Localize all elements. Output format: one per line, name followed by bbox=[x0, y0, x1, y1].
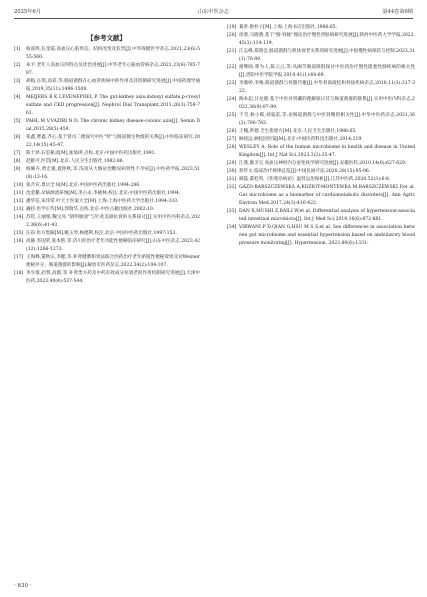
reference-entry bbox=[14, 214, 200, 230]
reference-text: 杨富鸣,任金霞.高血压心脏形态、结构改变及危害[J].中华保健医学杂志,2021,23(6):555-560. bbox=[26, 47, 200, 60]
reference-text: 苏钦,王丽娟,鞠宝亮."阴明脉衰"与针灸美颜抗衰的关系探讨[J].实用中医内科杂志,2022,36(6):41-43. bbox=[26, 215, 200, 228]
reference-number: [21] bbox=[227, 49, 237, 54]
reference-text: PAHL M V,VAZIRI N D. The chronic kidney disease-colonic axis[J]. Semin Dial,2015,28(5):459. bbox=[26, 119, 200, 132]
reference-entry bbox=[14, 238, 200, 254]
reference-number: [31] bbox=[227, 177, 237, 182]
reference-number: [13] bbox=[14, 207, 24, 212]
reference-entry bbox=[227, 48, 415, 64]
reference-entry bbox=[227, 184, 415, 208]
reference-number: [2] bbox=[14, 63, 21, 68]
reference-text: 江燕,廖圣宝.高血压神经内分泌免疫学研究进展[J].安徽医药,2010,14(6):627-629. bbox=[239, 161, 407, 166]
reference-number: [11] bbox=[14, 191, 24, 196]
reference-text: 张鑫,曹鑫,齐心.基于肾司二便探究中医"肾"与肠道微生物群的关系[J].中医临床研究,2022,14(15):45-47. bbox=[26, 135, 200, 148]
reference-text: VIRWANI P D,QIAN G,HSU M S S,et al. Sex differences in association between gut microbiome and essential hypertension based on ambulatory blood pressure monitoring[J]. Hypertension. 2023,80(6):1331- bbox=[239, 225, 415, 246]
header-journal: 山东中医杂志 bbox=[197, 9, 230, 15]
reference-number: [12] bbox=[14, 199, 24, 204]
reference-number: [22] bbox=[227, 65, 237, 70]
reference-text: MEIJERS B K I,EVENEPOEL P. The gut-kidney axis:indoxyl sulfate,p-cresyl sulfate and CKD progression[J]. Nephrol Dial Transplant,2011,26(3):759-761. bbox=[26, 95, 200, 116]
reference-number: [24] bbox=[227, 97, 237, 102]
reference-number: [34] bbox=[227, 225, 237, 230]
reference-entry bbox=[227, 64, 415, 80]
reference-text: 汪昂.医方集解[M].鲍玉琴,杨德利,校注.北京:中国中医药出版社,1997:153. bbox=[26, 231, 177, 236]
reference-number: [10] bbox=[14, 183, 24, 188]
reference-text: 朱平.老年人高血压的特点及诊治进展[J].中华老年心脑血管病杂志,2021,23(8):785-787. bbox=[26, 63, 200, 76]
reference-text: 杨佩卉,黄宏强,夏艳秋,等.浅谈从大肠论治糖尿病肾性不孕症[J].中医药学报,2023,51(8):13-16. bbox=[26, 167, 200, 180]
reference-text: 颜磊,董桂英.《伤寒杂病论》温肾运治保析[J].江苏中医药,2020,52(3):6-8. bbox=[239, 177, 391, 182]
reference-text: 陶本起,汪龙德.基于中医对肾藏的理解探讨其与肠道菌群的联系[J].实用中医内科杂志,2022,36(9):97-99. bbox=[239, 97, 415, 110]
reference-entry bbox=[14, 230, 200, 238]
reference-entry bbox=[227, 136, 415, 144]
reference-entry bbox=[227, 128, 415, 136]
references-right-column bbox=[227, 24, 415, 248]
reference-number: [27] bbox=[227, 137, 237, 142]
reference-text: 陈士铎.石室秘录[M].张灿玾,点校.北京:中国中医药出版社,1991. bbox=[26, 151, 157, 156]
reference-number: [6] bbox=[14, 135, 21, 140]
reference-entry bbox=[14, 254, 200, 270]
reference-entry bbox=[14, 46, 200, 62]
reference-entry bbox=[14, 190, 200, 198]
reference-number: [14] bbox=[14, 215, 24, 220]
reference-entry bbox=[14, 78, 200, 94]
reference-text: 赵献可.医贯[M].北京:人民卫生出版社,1982:86. bbox=[26, 159, 125, 164]
reference-number: [32] bbox=[227, 185, 237, 190]
reference-entry bbox=[14, 62, 200, 78]
reference-number: [20] bbox=[227, 33, 237, 38]
reference-number: [28] bbox=[227, 145, 237, 150]
reference-entry bbox=[14, 158, 200, 166]
reference-text: 王海峰,董秋实,李健,等.补肾健脾和胃法联合西药治疗老年瘀阻性便秘效果及对Wexner便秘评分、肠道菌群的影响[J].解放军医药杂志,2022,34(2):104-107. bbox=[26, 255, 200, 268]
references-title: 【参考文献】 bbox=[87, 34, 126, 42]
reference-entry bbox=[227, 80, 415, 96]
reference-entry bbox=[227, 144, 415, 160]
reference-entry bbox=[14, 150, 200, 158]
reference-number: [17] bbox=[14, 255, 24, 260]
reference-entry bbox=[227, 176, 415, 184]
reference-text: 潘华信,朱伟常.叶天士医案大全[M].上海:上海中医药大学出版社,1994:333. bbox=[26, 199, 179, 204]
reference-number: [23] bbox=[227, 81, 237, 86]
reference-number: [29] bbox=[227, 161, 237, 166]
reference-number: [8] bbox=[14, 159, 21, 164]
reference-text: 王槐,洪德.全生指迷方[M].北京:人民卫生出版社,1986:65. bbox=[239, 129, 357, 134]
reference-text: 江志峰,郑瑞会.肠道菌群与机体衰老关系的研究进展[J].中国慢性病预防与控制,2023,31(1):76-80. bbox=[239, 49, 415, 62]
reference-text: 褚继旸,尊为人,陈云云,等.从阈节肠道菌群探讨中医药治疗慢性阻塞性肺疾病的相关性[J].贵阳中医学院学报,2019,41(1):64-69. bbox=[239, 65, 415, 78]
reference-entry bbox=[14, 134, 200, 150]
reference-text: 高静,李国荣,张本艳,等.济川煎治疗老年功能性便秘临床研究[J].山东中医杂志,2023,42(12):1266-1273. bbox=[26, 239, 200, 252]
reference-entry bbox=[14, 270, 200, 286]
reference-entry bbox=[14, 198, 200, 206]
reference-text: 蘧持.医学正传[M].郭瑞华,点校.北京:中医古籍出版社,2002:10. bbox=[26, 207, 155, 212]
reference-entry bbox=[14, 182, 200, 190]
reference-text: 沈金鳌.杂病源流犀烛[M].李占永,李晓林,校注.北京:中国中医药出版社,1994. bbox=[26, 191, 181, 196]
reference-text: 于雪,秋小晖,刘曼雷,等.论肠道菌群与中医肾精的相关性[J].中华中医药杂志,2021,36(2):780-783. bbox=[239, 113, 415, 126]
reference-entry bbox=[14, 206, 200, 214]
reference-entry bbox=[227, 24, 415, 32]
reference-text: 李少康,赵赞,高郡,等.补肾类方药及中药有效成分抗衰老的作用机制研究进展[J].天津中医药,2023,40(4):537-544. bbox=[26, 271, 200, 284]
reference-number: [16] bbox=[14, 239, 24, 244]
reference-number: [30] bbox=[227, 169, 237, 174]
reference-entry bbox=[227, 168, 415, 176]
running-header bbox=[14, 6, 413, 19]
reference-entry bbox=[227, 32, 415, 48]
reference-entry bbox=[14, 94, 200, 118]
reference-number: [9] bbox=[14, 167, 21, 172]
reference-number: [7] bbox=[14, 151, 21, 156]
reference-entry bbox=[14, 166, 200, 182]
reference-number: [1] bbox=[14, 47, 21, 52]
reference-text: 蒋传文.临床治疗规律总览[J].中国民间疗法,2020,28(15):95-96. bbox=[239, 169, 371, 174]
header-date: 2025年6月 bbox=[14, 9, 41, 15]
reference-number: [5] bbox=[14, 119, 21, 124]
reference-text: 葛洪.抱朴子[M].上海:上海书店出版社,1986:65. bbox=[239, 25, 338, 30]
reference-number: [3] bbox=[14, 79, 21, 84]
reference-number: [25] bbox=[227, 113, 237, 118]
reference-entry bbox=[227, 224, 415, 248]
reference-number: [15] bbox=[14, 231, 24, 236]
references-left-column bbox=[14, 46, 200, 286]
reference-text: WESLEY A. Role of the human microbiome in health and disease in United Kingdom[J]. Int J Nat Sci,2023,3(2):35-47. bbox=[239, 145, 415, 158]
reference-entry bbox=[227, 112, 415, 128]
reference-entry bbox=[227, 208, 415, 224]
reference-entry bbox=[227, 96, 415, 112]
header-issue: 第44卷第6期 bbox=[382, 9, 413, 15]
reference-number: [33] bbox=[227, 209, 237, 214]
reference-text: 徐蕾,马晓燕.基于"肠-肾轴"理论治疗慢性肾脏病研究进展[J].陕西中医药大学学报,2022,45(3):114-119. bbox=[239, 33, 415, 46]
reference-text: 胡嫣,汪琪,高彩,等.肠道菌群在心血管疾病中的作用及其机制研究进展[J].中国药理学通报,2019,35(11):1496-1500. bbox=[26, 79, 200, 92]
reference-text: 张介宾.景岳全书[M].北京:中国中医药出版社,1994:286. bbox=[26, 183, 141, 188]
page-number: · 630 · bbox=[14, 583, 32, 589]
reference-number: [4] bbox=[14, 95, 21, 100]
reference-text: GÁZD-BARSZCZEWSKA A,KOZIOT-MONTEWKA M,BARSZCZEWSKI P,et al.Gut microbiome as a biomarker of cardiometabolic disorders[J]. Ann Agric Environ Med,2017,24(3):416-422. bbox=[239, 185, 415, 206]
reference-entry bbox=[14, 118, 200, 134]
reference-text: 李薇婷,李梅.肠道菌群与骨骼代谢[J].中华骨质疏松和骨盐疾病杂志,2018,11(3):317-322. bbox=[239, 81, 415, 94]
reference-entry bbox=[227, 160, 415, 168]
reference-number: [18] bbox=[14, 271, 24, 276]
reference-number: [19] bbox=[227, 25, 237, 30]
reference-text: DAN X,MUSHI Z,BAILI W,et al. Differential analysis of hypertension-associated intestinal microbiota[J]. Int J Med Sci,2019,16(6):872-881. bbox=[239, 209, 415, 222]
reference-text: 顾靖远.顾松园医镜[M].北京:中国医药科技出版社,2014:219. bbox=[239, 137, 363, 142]
reference-number: [26] bbox=[227, 129, 237, 134]
